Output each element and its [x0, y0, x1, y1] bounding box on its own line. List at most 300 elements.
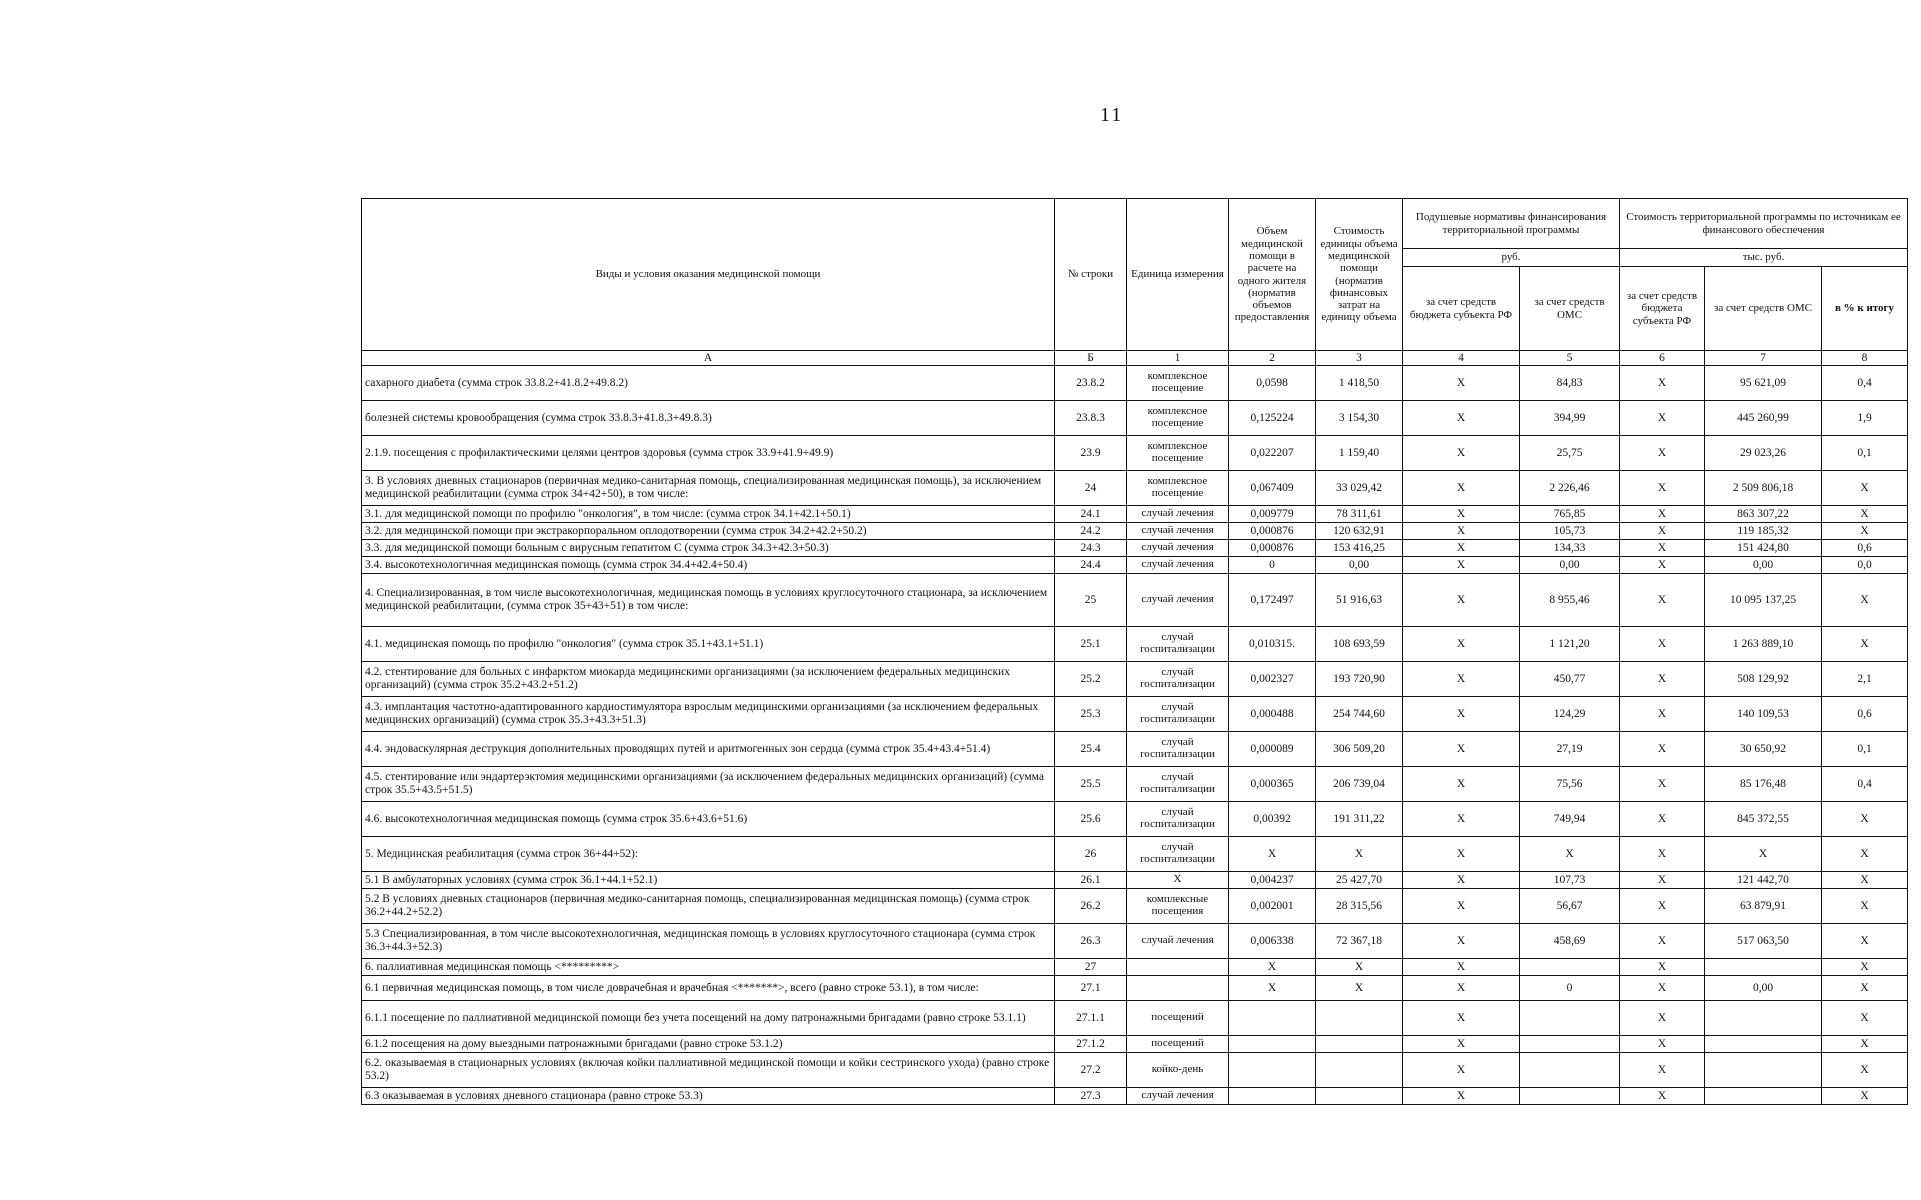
per-capita-oms-cell: 1 121,20	[1520, 627, 1620, 662]
volume-cell: 0,000876	[1229, 523, 1316, 540]
program-oms-cell: 0,00	[1705, 976, 1822, 1001]
row-number-cell: 27	[1055, 959, 1127, 976]
percent-cell: 0,1	[1822, 732, 1908, 767]
program-budget-cell: X	[1620, 732, 1705, 767]
header-cost: Стоимость единицы объема медицинской помощи (норматив финансовых затрат на единицу объема	[1316, 199, 1403, 351]
table-row	[362, 662, 1908, 697]
header-volume: Объем медицинской помощи в расчете на одного жителя (норматив объемов предоставления	[1229, 199, 1316, 351]
unit-cost-cell: 3 154,30	[1316, 401, 1403, 436]
header-unit-rub: руб.	[1403, 249, 1620, 267]
table-row	[362, 959, 1908, 976]
service-type-cell: 3.4. высокотехнологичная медицинская помощь (сумма строк 34.4+42.4+50.4)	[362, 557, 1055, 574]
program-oms-cell: 121 442,70	[1705, 872, 1822, 889]
unit-cost-cell: 28 315,56	[1316, 889, 1403, 924]
per-capita-budget-cell: X	[1403, 436, 1520, 471]
row-number-cell: 24.2	[1055, 523, 1127, 540]
program-budget-cell: X	[1620, 924, 1705, 959]
percent-cell: X	[1822, 976, 1908, 1001]
unit-cost-cell	[1316, 1053, 1403, 1088]
table-row	[362, 557, 1908, 574]
row-number-cell: 23.8.2	[1055, 366, 1127, 401]
per-capita-oms-cell: 0	[1520, 976, 1620, 1001]
per-capita-oms-cell	[1520, 1036, 1620, 1053]
unit-cell: случай лечения	[1127, 540, 1229, 557]
program-oms-cell: 30 650,92	[1705, 732, 1822, 767]
per-capita-oms-cell: X	[1520, 837, 1620, 872]
service-type-cell: 3. В условиях дневных стационаров (первичная медико-санитарная помощь, специализированная медицинская помощь), за исключением медицинской реабилитации (сумма строк 34+42+50), в том числе:	[362, 471, 1055, 506]
program-budget-cell: X	[1620, 1036, 1705, 1053]
percent-cell: 0,1	[1822, 436, 1908, 471]
per-capita-budget-cell: X	[1403, 557, 1520, 574]
per-capita-oms-cell: 450,77	[1520, 662, 1620, 697]
program-oms-cell: 95 621,09	[1705, 366, 1822, 401]
unit-cost-cell: 108 693,59	[1316, 627, 1403, 662]
per-capita-budget-cell: X	[1403, 471, 1520, 506]
volume-cell: 0,172497	[1229, 574, 1316, 627]
row-number-cell: 25.2	[1055, 662, 1127, 697]
unit-cell: случай госпитализации	[1127, 627, 1229, 662]
per-capita-budget-cell: X	[1403, 924, 1520, 959]
service-type-cell: 3.2. для медицинской помощи при экстракорпоральном оплодотворении (сумма строк 34.2+42.2+50.2)	[362, 523, 1055, 540]
row-number-cell: 24.3	[1055, 540, 1127, 557]
volume-cell	[1229, 1088, 1316, 1105]
percent-cell: X	[1822, 574, 1908, 627]
unit-cost-cell: X	[1316, 959, 1403, 976]
program-budget-cell: X	[1620, 697, 1705, 732]
unit-cell: X	[1127, 872, 1229, 889]
unit-cell: случай госпитализации	[1127, 662, 1229, 697]
table-row	[362, 1001, 1908, 1036]
program-oms-cell: 863 307,22	[1705, 506, 1822, 523]
column-letter: 7	[1705, 351, 1822, 366]
unit-cost-cell: 78 311,61	[1316, 506, 1403, 523]
per-capita-budget-cell: X	[1403, 889, 1520, 924]
service-type-cell: 6.3 оказываемая в условиях дневного стационара (равно строке 53.3)	[362, 1088, 1055, 1105]
service-type-cell: 6.2. оказываемая в стационарных условиях (включая койки паллиативной медицинской помощи и койки сестринского ухода) (равно строке 53.2)	[362, 1053, 1055, 1088]
row-number-cell: 27.2	[1055, 1053, 1127, 1088]
volume-cell: 0,00392	[1229, 802, 1316, 837]
row-number-cell: 26.3	[1055, 924, 1127, 959]
per-capita-budget-cell: X	[1403, 366, 1520, 401]
service-type-cell: 4.4. эндоваскулярная деструкция дополнительных проводящих путей и аритмогенных зон сердца (сумма строк 35.4+43.4+51.4)	[362, 732, 1055, 767]
service-type-cell: 2.1.9. посещения с профилактическими целями центров здоровья (сумма строк 33.9+41.9+49.9)	[362, 436, 1055, 471]
row-number-cell: 25.6	[1055, 802, 1127, 837]
row-number-cell: 25.5	[1055, 767, 1127, 802]
service-type-cell: сахарного диабета (сумма строк 33.8.2+41.8.2+49.8.2)	[362, 366, 1055, 401]
per-capita-oms-cell: 394,99	[1520, 401, 1620, 436]
volume-cell: X	[1229, 959, 1316, 976]
table-row	[362, 471, 1908, 506]
volume-cell: 0,006338	[1229, 924, 1316, 959]
per-capita-budget-cell: X	[1403, 697, 1520, 732]
per-capita-oms-cell	[1520, 1001, 1620, 1036]
page-number: 11	[1100, 104, 1124, 126]
percent-cell: 0,4	[1822, 767, 1908, 802]
table-row	[362, 627, 1908, 662]
program-oms-cell: 63 879,91	[1705, 889, 1822, 924]
table-row	[362, 523, 1908, 540]
per-capita-budget-cell: X	[1403, 802, 1520, 837]
volume-cell: 0,067409	[1229, 471, 1316, 506]
per-capita-oms-cell: 124,29	[1520, 697, 1620, 732]
table-row	[362, 366, 1908, 401]
service-type-cell: 4.1. медицинская помощь по профилю "онкология" (сумма строк 35.1+43.1+51.1)	[362, 627, 1055, 662]
volume-cell	[1229, 1053, 1316, 1088]
percent-cell: X	[1822, 959, 1908, 976]
row-number-cell: 26.1	[1055, 872, 1127, 889]
header-per-capita: Подушевые нормативы финансирования территориальной программы	[1403, 199, 1620, 249]
program-oms-cell: 119 185,32	[1705, 523, 1822, 540]
row-number-cell: 27.3	[1055, 1088, 1127, 1105]
program-budget-cell: X	[1620, 540, 1705, 557]
program-budget-cell: X	[1620, 506, 1705, 523]
unit-cell	[1127, 976, 1229, 1001]
unit-cost-cell: 25 427,70	[1316, 872, 1403, 889]
per-capita-oms-cell: 0,00	[1520, 557, 1620, 574]
table-row	[362, 436, 1908, 471]
row-number-cell: 23.9	[1055, 436, 1127, 471]
volume-cell: 0,022207	[1229, 436, 1316, 471]
program-budget-cell: X	[1620, 1088, 1705, 1105]
program-oms-cell: 140 109,53	[1705, 697, 1822, 732]
header-oms: за счет средств ОМС	[1520, 267, 1620, 351]
percent-cell: X	[1822, 924, 1908, 959]
program-budget-cell: X	[1620, 523, 1705, 540]
volume-cell: 0,000089	[1229, 732, 1316, 767]
per-capita-oms-cell	[1520, 959, 1620, 976]
program-oms-cell: 517 063,50	[1705, 924, 1822, 959]
per-capita-budget-cell: X	[1403, 1036, 1520, 1053]
service-type-cell: болезней системы кровообращения (сумма строк 33.8.3+41.8.3+49.8.3)	[362, 401, 1055, 436]
row-number-cell: 26.2	[1055, 889, 1127, 924]
per-capita-oms-cell	[1520, 1053, 1620, 1088]
per-capita-budget-cell: X	[1403, 959, 1520, 976]
table-header	[362, 199, 1908, 366]
unit-cell: случай лечения	[1127, 574, 1229, 627]
column-letter: 5	[1520, 351, 1620, 366]
header-types: Виды и условия оказания медицинской помощи	[362, 199, 1055, 351]
per-capita-budget-cell: X	[1403, 837, 1520, 872]
table-row	[362, 697, 1908, 732]
table-row	[362, 837, 1908, 872]
unit-cost-cell: X	[1316, 837, 1403, 872]
program-oms-cell: 508 129,92	[1705, 662, 1822, 697]
column-letter: 1	[1127, 351, 1229, 366]
percent-cell: X	[1822, 471, 1908, 506]
program-oms-cell: 1 263 889,10	[1705, 627, 1822, 662]
per-capita-oms-cell: 75,56	[1520, 767, 1620, 802]
percent-cell: 1,9	[1822, 401, 1908, 436]
per-capita-oms-cell: 25,75	[1520, 436, 1620, 471]
service-type-cell: 3.3. для медицинской помощи больным с вирусным гепатитом С (сумма строк 34.3+42.3+50.3)	[362, 540, 1055, 557]
table-row	[362, 540, 1908, 557]
row-number-cell: 27.1.1	[1055, 1001, 1127, 1036]
volume-cell: 0,0598	[1229, 366, 1316, 401]
per-capita-budget-cell: X	[1403, 627, 1520, 662]
volume-cell: 0,002001	[1229, 889, 1316, 924]
service-type-cell: 4. Специализированная, в том числе высокотехнологичная, медицинская помощь в условиях круглосуточного стационара, за исключением медицинской реабилитации, (сумма строк 35+43+51) в том числе:	[362, 574, 1055, 627]
percent-cell: X	[1822, 872, 1908, 889]
unit-cell: случай лечения	[1127, 924, 1229, 959]
table-row	[362, 1088, 1908, 1105]
program-budget-cell: X	[1620, 401, 1705, 436]
percent-cell: X	[1822, 627, 1908, 662]
program-oms-cell	[1705, 1088, 1822, 1105]
program-oms-cell: 29 023,26	[1705, 436, 1822, 471]
row-number-cell: 24	[1055, 471, 1127, 506]
unit-cell: случай госпитализации	[1127, 732, 1229, 767]
unit-cost-cell: X	[1316, 976, 1403, 1001]
volume-cell: 0,002327	[1229, 662, 1316, 697]
volume-cell	[1229, 1001, 1316, 1036]
per-capita-oms-cell: 8 955,46	[1520, 574, 1620, 627]
program-oms-cell	[1705, 1036, 1822, 1053]
unit-cell: случай госпитализации	[1127, 837, 1229, 872]
service-type-cell: 5.3 Специализированная, в том числе высокотехнологичная, медицинская помощь в условиях круглосуточного стационара (сумма строк 36.3+44.3+52.3)	[362, 924, 1055, 959]
percent-cell: 0,6	[1822, 697, 1908, 732]
program-budget-cell: X	[1620, 889, 1705, 924]
volume-cell: 0,125224	[1229, 401, 1316, 436]
volume-cell	[1229, 1036, 1316, 1053]
unit-cost-cell: 191 311,22	[1316, 802, 1403, 837]
program-oms-cell	[1705, 1001, 1822, 1036]
unit-cost-cell: 1 418,50	[1316, 366, 1403, 401]
unit-cost-cell	[1316, 1036, 1403, 1053]
table-row	[362, 924, 1908, 959]
program-budget-cell: X	[1620, 662, 1705, 697]
unit-cell: случай лечения	[1127, 557, 1229, 574]
program-budget-cell: X	[1620, 627, 1705, 662]
per-capita-oms-cell: 105,73	[1520, 523, 1620, 540]
column-letter: 8	[1822, 351, 1908, 366]
service-type-cell: 6. паллиативная медицинская помощь <*********>	[362, 959, 1055, 976]
service-type-cell: 4.5. стентирование или эндартерэктомия медицинскими организациями (за исключением федеральных медицинских организаций) (сумма строк 35.5+43.5+51.5)	[362, 767, 1055, 802]
program-oms-cell	[1705, 959, 1822, 976]
column-letter: А	[362, 351, 1055, 366]
row-number-cell: 26	[1055, 837, 1127, 872]
program-budget-cell: X	[1620, 574, 1705, 627]
unit-cost-cell: 120 632,91	[1316, 523, 1403, 540]
program-budget-cell: X	[1620, 1053, 1705, 1088]
unit-cost-cell: 33 029,42	[1316, 471, 1403, 506]
program-oms-cell: 85 176,48	[1705, 767, 1822, 802]
unit-cost-cell: 1 159,40	[1316, 436, 1403, 471]
service-type-cell: 6.1 первичная медицинская помощь, в том числе доврачебная и врачебная <*******>, всего (равно строке 53.1), в том числе:	[362, 976, 1055, 1001]
table-row	[362, 872, 1908, 889]
table-row	[362, 1053, 1908, 1088]
program-budget-cell: X	[1620, 767, 1705, 802]
per-capita-budget-cell: X	[1403, 574, 1520, 627]
per-capita-budget-cell: X	[1403, 976, 1520, 1001]
header-unit: Единица измерения	[1127, 199, 1229, 351]
percent-cell: 2,1	[1822, 662, 1908, 697]
program-oms-cell: 0,00	[1705, 557, 1822, 574]
program-budget-cell: X	[1620, 959, 1705, 976]
row-number-cell: 25.4	[1055, 732, 1127, 767]
per-capita-oms-cell: 749,94	[1520, 802, 1620, 837]
program-budget-cell: X	[1620, 837, 1705, 872]
unit-cell: койко-день	[1127, 1053, 1229, 1088]
column-letter: 4	[1403, 351, 1520, 366]
program-oms-cell: 10 095 137,25	[1705, 574, 1822, 627]
per-capita-oms-cell: 84,83	[1520, 366, 1620, 401]
unit-cost-cell: 153 416,25	[1316, 540, 1403, 557]
row-number-cell: 27.1	[1055, 976, 1127, 1001]
service-type-cell: 3.1. для медицинской помощи по профилю "онкология", в том числе: (сумма строк 34.1+42.1+50.1)	[362, 506, 1055, 523]
percent-cell: 0,0	[1822, 557, 1908, 574]
unit-cost-cell: 193 720,90	[1316, 662, 1403, 697]
per-capita-budget-cell: X	[1403, 401, 1520, 436]
row-number-cell: 24.1	[1055, 506, 1127, 523]
volume-cell: X	[1229, 837, 1316, 872]
header-unit-thousand-rub: тыс. руб.	[1620, 249, 1908, 267]
percent-cell: X	[1822, 1053, 1908, 1088]
program-budget-cell: X	[1620, 976, 1705, 1001]
volume-cell: 0	[1229, 557, 1316, 574]
service-type-cell: 5. Медицинская реабилитация (сумма строк 36+44+52):	[362, 837, 1055, 872]
program-oms-cell: 845 372,55	[1705, 802, 1822, 837]
service-type-cell: 5.2 В условиях дневных стационаров (первичная медико-санитарная помощь, специализированная медицинская помощь) (сумма строк 36.2+44.2+52.2)	[362, 889, 1055, 924]
table-row	[362, 732, 1908, 767]
volume-cell: 0,000488	[1229, 697, 1316, 732]
volume-cell: 0,004237	[1229, 872, 1316, 889]
program-oms-cell: 445 260,99	[1705, 401, 1822, 436]
per-capita-budget-cell: X	[1403, 1053, 1520, 1088]
per-capita-budget-cell: X	[1403, 523, 1520, 540]
row-number-cell: 25.3	[1055, 697, 1127, 732]
unit-cost-cell	[1316, 1088, 1403, 1105]
per-capita-oms-cell: 107,73	[1520, 872, 1620, 889]
unit-cell: случай госпитализации	[1127, 802, 1229, 837]
percent-cell: X	[1822, 837, 1908, 872]
per-capita-oms-cell	[1520, 1088, 1620, 1105]
service-type-cell: 4.2. стентирование для больных с инфарктом миокарда медицинскими организациями (за исключением федеральных медицинских организаций) (сумма строк 35.2+43.2+51.2)	[362, 662, 1055, 697]
volume-cell: 0,010315.	[1229, 627, 1316, 662]
percent-cell: X	[1822, 802, 1908, 837]
unit-cell: комплексное посещение	[1127, 401, 1229, 436]
unit-cost-cell: 306 509,20	[1316, 732, 1403, 767]
unit-cell: посещений	[1127, 1036, 1229, 1053]
volume-cell: X	[1229, 976, 1316, 1001]
program-oms-cell: X	[1705, 837, 1822, 872]
row-number-cell: 23.8.3	[1055, 401, 1127, 436]
per-capita-budget-cell: X	[1403, 732, 1520, 767]
unit-cost-cell: 0,00	[1316, 557, 1403, 574]
table-row	[362, 976, 1908, 1001]
unit-cost-cell: 72 367,18	[1316, 924, 1403, 959]
per-capita-budget-cell: X	[1403, 506, 1520, 523]
percent-cell: X	[1822, 1001, 1908, 1036]
row-number-cell: 27.1.2	[1055, 1036, 1127, 1053]
service-type-cell: 5.1 В амбулаторных условиях (сумма строк 36.1+44.1+52.1)	[362, 872, 1055, 889]
unit-cell: комплексное посещение	[1127, 436, 1229, 471]
header-program-cost: Стоимость территориальной программы по источникам ее финансового обеспечения	[1620, 199, 1908, 249]
program-budget-cell: X	[1620, 557, 1705, 574]
program-budget-cell: X	[1620, 872, 1705, 889]
table-row	[362, 1036, 1908, 1053]
column-letter: 6	[1620, 351, 1705, 366]
column-letter: 3	[1316, 351, 1403, 366]
per-capita-oms-cell: 458,69	[1520, 924, 1620, 959]
per-capita-budget-cell: X	[1403, 1088, 1520, 1105]
unit-cost-cell: 51 916,63	[1316, 574, 1403, 627]
percent-cell: 0,4	[1822, 366, 1908, 401]
program-budget-cell: X	[1620, 802, 1705, 837]
service-type-cell: 4.6. высокотехнологичная медицинская помощь (сумма строк 35.6+43.6+51.6)	[362, 802, 1055, 837]
table-row	[362, 401, 1908, 436]
column-letter: 2	[1229, 351, 1316, 366]
per-capita-oms-cell: 27,19	[1520, 732, 1620, 767]
program-oms-cell: 151 424,80	[1705, 540, 1822, 557]
table-row	[362, 574, 1908, 627]
per-capita-oms-cell: 2 226,46	[1520, 471, 1620, 506]
service-type-cell: 6.1.1 посещение по паллиативной медицинской помощи без учета посещений на дому патронажными бригадами (равно строке 53.1.1)	[362, 1001, 1055, 1036]
unit-cost-cell: 206 739,04	[1316, 767, 1403, 802]
row-number-cell: 25	[1055, 574, 1127, 627]
column-letter: Б	[1055, 351, 1127, 366]
volume-cell: 0,000876	[1229, 540, 1316, 557]
header-percent: в % к итогу	[1822, 267, 1908, 351]
table-body	[362, 366, 1908, 1105]
unit-cell: случай лечения	[1127, 523, 1229, 540]
program-budget-cell: X	[1620, 366, 1705, 401]
service-type-cell: 4.3. имплантация частотно-адаптированного кардиостимулятора взрослым медицинскими организациями (за исключением федеральных медицинских организаций) (сумма строк 35.3+43.3+51.3)	[362, 697, 1055, 732]
unit-cell: комплексное посещение	[1127, 366, 1229, 401]
header-budget: за счет средств бюджета субъекта РФ	[1403, 267, 1520, 351]
percent-cell: X	[1822, 523, 1908, 540]
table-row	[362, 767, 1908, 802]
unit-cell: случай лечения	[1127, 506, 1229, 523]
header-oms-total: за счет средств ОМС	[1705, 267, 1822, 351]
unit-cell: комплексное посещение	[1127, 471, 1229, 506]
unit-cell: случай лечения	[1127, 1088, 1229, 1105]
volume-cell: 0,009779	[1229, 506, 1316, 523]
program-oms-cell: 2 509 806,18	[1705, 471, 1822, 506]
per-capita-oms-cell: 765,85	[1520, 506, 1620, 523]
program-budget-cell: X	[1620, 436, 1705, 471]
header-budget-total: за счет средств бюджета субъекта РФ	[1620, 267, 1705, 351]
table-row	[362, 506, 1908, 523]
unit-cell: посещений	[1127, 1001, 1229, 1036]
unit-cell: случай госпитализации	[1127, 697, 1229, 732]
header-row-no: № строки	[1055, 199, 1127, 351]
per-capita-oms-cell: 134,33	[1520, 540, 1620, 557]
percent-cell: X	[1822, 506, 1908, 523]
per-capita-budget-cell: X	[1403, 540, 1520, 557]
percent-cell: X	[1822, 1036, 1908, 1053]
unit-cost-cell	[1316, 1001, 1403, 1036]
per-capita-budget-cell: X	[1403, 1001, 1520, 1036]
table-row	[362, 889, 1908, 924]
percent-cell: X	[1822, 889, 1908, 924]
row-number-cell: 25.1	[1055, 627, 1127, 662]
unit-cell: комплексные посещения	[1127, 889, 1229, 924]
per-capita-budget-cell: X	[1403, 767, 1520, 802]
unit-cell: случай госпитализации	[1127, 767, 1229, 802]
program-budget-cell: X	[1620, 1001, 1705, 1036]
percent-cell: 0,6	[1822, 540, 1908, 557]
table-row	[362, 802, 1908, 837]
row-number-cell: 24.4	[1055, 557, 1127, 574]
volume-cell: 0,000365	[1229, 767, 1316, 802]
per-capita-budget-cell: X	[1403, 872, 1520, 889]
per-capita-oms-cell: 56,67	[1520, 889, 1620, 924]
program-budget-cell: X	[1620, 471, 1705, 506]
program-oms-cell	[1705, 1053, 1822, 1088]
unit-cell	[1127, 959, 1229, 976]
per-capita-budget-cell: X	[1403, 662, 1520, 697]
percent-cell: X	[1822, 1088, 1908, 1105]
